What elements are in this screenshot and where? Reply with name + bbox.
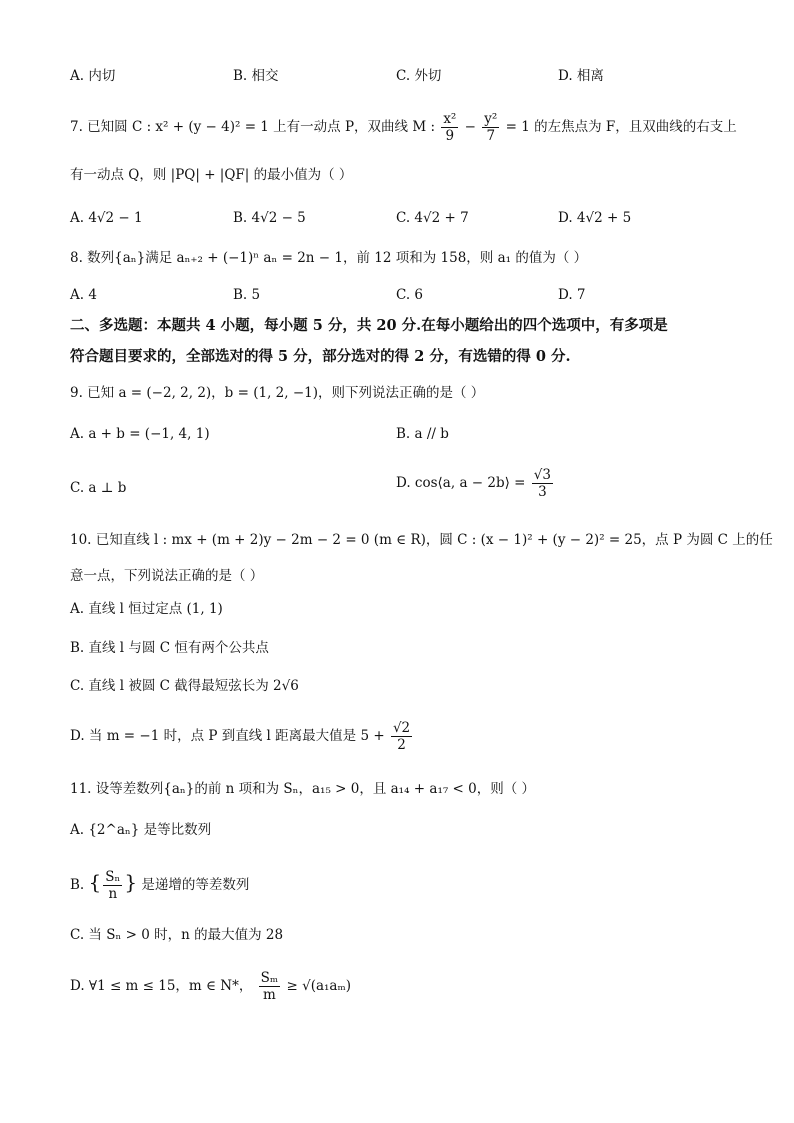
q9-stem: 9. 已知 a = (−2, 2, 2)，b = (1, 2, −1)，则下列说法正确的是（ ）: [70, 385, 485, 401]
q7-minus: −: [464, 119, 476, 135]
section2-heading-line1: 二、多选题：本题共 4 小题，每小题 5 分，共 20 分.在每小题给出的四个选项中，有多项是: [70, 317, 668, 334]
q9-option-c: C. a ⊥ b: [70, 480, 127, 496]
q11-option-b-prefix: B.: [70, 877, 85, 893]
q11-option-b: B. { $\frac{\text{Sₙ}}{n}$ } 是递增的等差数列: [70, 869, 250, 902]
q8-option-b: B. 5: [233, 287, 261, 303]
q10-option-d-frac: $\frac{√2}{2}$: [392, 720, 411, 753]
q11-option-b-suffix: 是递增的等差数列: [141, 877, 250, 893]
q7-option-d: D. 4√2 + 5: [558, 210, 632, 226]
q11-option-c: C. 当 Sₙ > 0 时，n 的最大值为 28: [70, 927, 284, 943]
q11-option-d: [70, 968, 351, 1004]
q10-stem-line2: 意一点，下列说法正确的是（ ）: [70, 568, 264, 584]
q11-option-d-frac: $\frac{\text{Sₘ}}{m}$: [260, 970, 279, 1003]
q6-option-a: A. 内切: [70, 68, 116, 84]
q10-stem-line1: 10. 已知直线 l : mx + (m + 2)y − 2m − 2 = 0 (m ∈ R)，圆 C : (x − 1)² + (y − 2)² = 25，点 P 为圆 C 上的任: [70, 532, 773, 548]
q10-option-d-prefix: D. 当 m = −1 时，点 P 到直线 l 距离最大值是 5 +: [70, 728, 385, 744]
section2-heading-line2: 符合题目要求的，全部选对的得 5 分，部分选对的得 2 分，有选错的得 0 分.: [70, 348, 571, 365]
q11-stem: 11. 设等差数列{aₙ}的前 n 项和为 Sₙ，a₁₅ > 0，且 a₁₄ + a₁₇ < 0，则（ ）: [70, 781, 536, 797]
q7-frac-x: $\frac{\text{x²}}{9}$: [443, 111, 457, 144]
q8-stem: 8. 数列{aₙ}满足 aₙ₊₂ + (−1)ⁿ aₙ = 2n − 1，前 12 项和为 158，则 a₁ 的值为（ ）: [70, 250, 588, 266]
q10-option-b: B. 直线 l 与圆 C 恒有两个公共点: [70, 640, 269, 656]
q7-option-a: A. 4√2 − 1: [70, 210, 143, 226]
q7-option-b: B. 4√2 − 5: [233, 210, 306, 226]
q7-frac-y: $\frac{\text{y²}}{7}$: [484, 111, 498, 144]
q9-option-d: [396, 466, 555, 500]
q11-option-d-suffix: ≥ √(a₁aₘ): [286, 978, 352, 994]
q9-option-b: B. a // b: [396, 426, 449, 442]
q6-option-b: B. 相交: [233, 68, 279, 84]
q6-option-d: D. 相离: [558, 68, 604, 84]
q11-option-a: A. {2^aₙ} 是等比数列: [70, 822, 212, 838]
q6-option-c: C. 外切: [396, 68, 442, 84]
q8-option-d: D. 7: [558, 287, 586, 303]
q7-stem-line2: 有一动点 Q，则 |PQ| + |QF| 的最小值为（ ）: [70, 167, 353, 183]
q10-option-d: [70, 718, 414, 754]
q8-option-a: A. 4: [70, 287, 97, 303]
q11-option-b-frac: $\frac{\text{Sₙ}}{n}$: [105, 869, 121, 902]
q10-option-a: A. 直线 l 恒过定点 (1, 1): [70, 601, 223, 617]
q10-option-c: C. 直线 l 被圆 C 截得最短弦长为 2√6: [70, 678, 299, 694]
q9-option-a: A. a + b = (−1, 4, 1): [70, 426, 210, 442]
q9-option-d-prefix: D. cos⟨a, a − 2b⟩ =: [396, 475, 526, 491]
q7-option-c: C. 4√2 + 7: [396, 210, 469, 226]
q7-stem-part1: 7. 已知圆 C : x² + (y − 4)² = 1 上有一动点 P，双曲线 M :: [70, 119, 436, 135]
q11-option-d-prefix: D. ∀1 ≤ m ≤ 15，m ∈ N*，: [70, 978, 253, 994]
q7-stem-line1: [70, 110, 737, 144]
q8-option-c: C. 6: [396, 287, 424, 303]
q9-option-d-frac: $\frac{√3}{3}$: [533, 467, 551, 500]
q7-stem-part2: = 1 的左焦点为 F，且双曲线的右支上: [505, 119, 737, 135]
